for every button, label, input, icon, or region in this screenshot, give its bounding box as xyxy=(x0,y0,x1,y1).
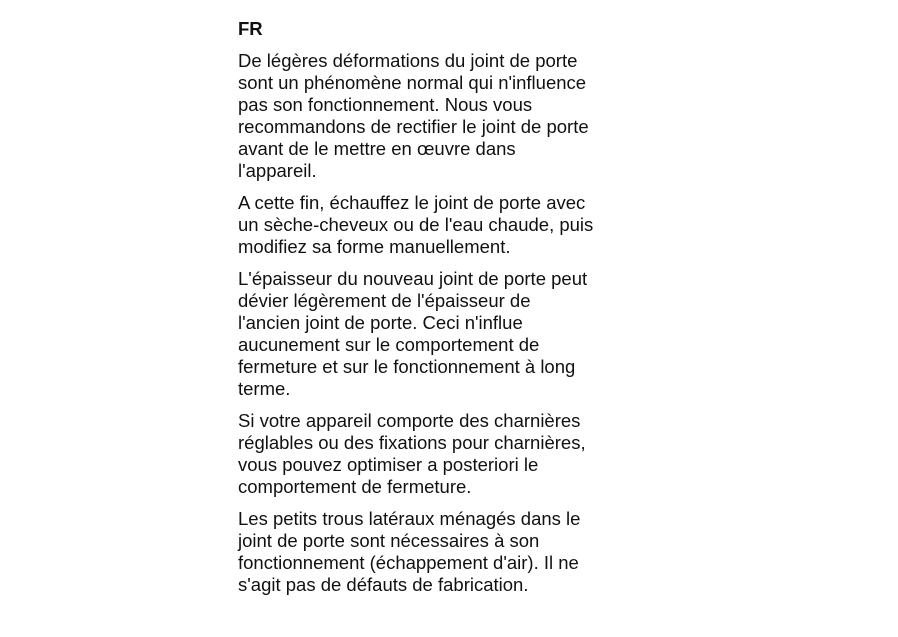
document-content xyxy=(238,18,718,596)
paragraph-door-seal-deformation: De légères déformations du joint de porte sont un phénomène normal qui n'influence pas son fonctionnement. Nous vous recommandons de rectifier le joint de porte avant de le mettre en œuvre dans l'appareil. xyxy=(238,50,589,181)
language-heading: FR xyxy=(238,18,263,39)
paragraph-adjustable-hinges: Si votre appareil comporte des charnières réglables ou des fixations pour charnières, vous pouvez optimiser a posteriori le comportement de fermeture. xyxy=(238,410,586,497)
paragraph-heating-instructions: A cette fin, échauffez le joint de porte avec un sèche-cheveux ou de l'eau chaude, puis modifiez sa forme manuellement. xyxy=(238,192,594,257)
paragraph-side-holes: Les petits trous latéraux ménagés dans le joint de porte sont nécessaires à son fonctionnement (échappement d'air). Il ne s'agit pas de défauts de fabrication. xyxy=(238,508,581,595)
paragraph-seal-thickness: L'épaisseur du nouveau joint de porte peut dévier légèrement de l'épaisseur de l'ancien joint de porte. Ceci n'influe aucunement sur le comportement de fermeture et sur le fonctionnement à long terme. xyxy=(238,268,588,399)
